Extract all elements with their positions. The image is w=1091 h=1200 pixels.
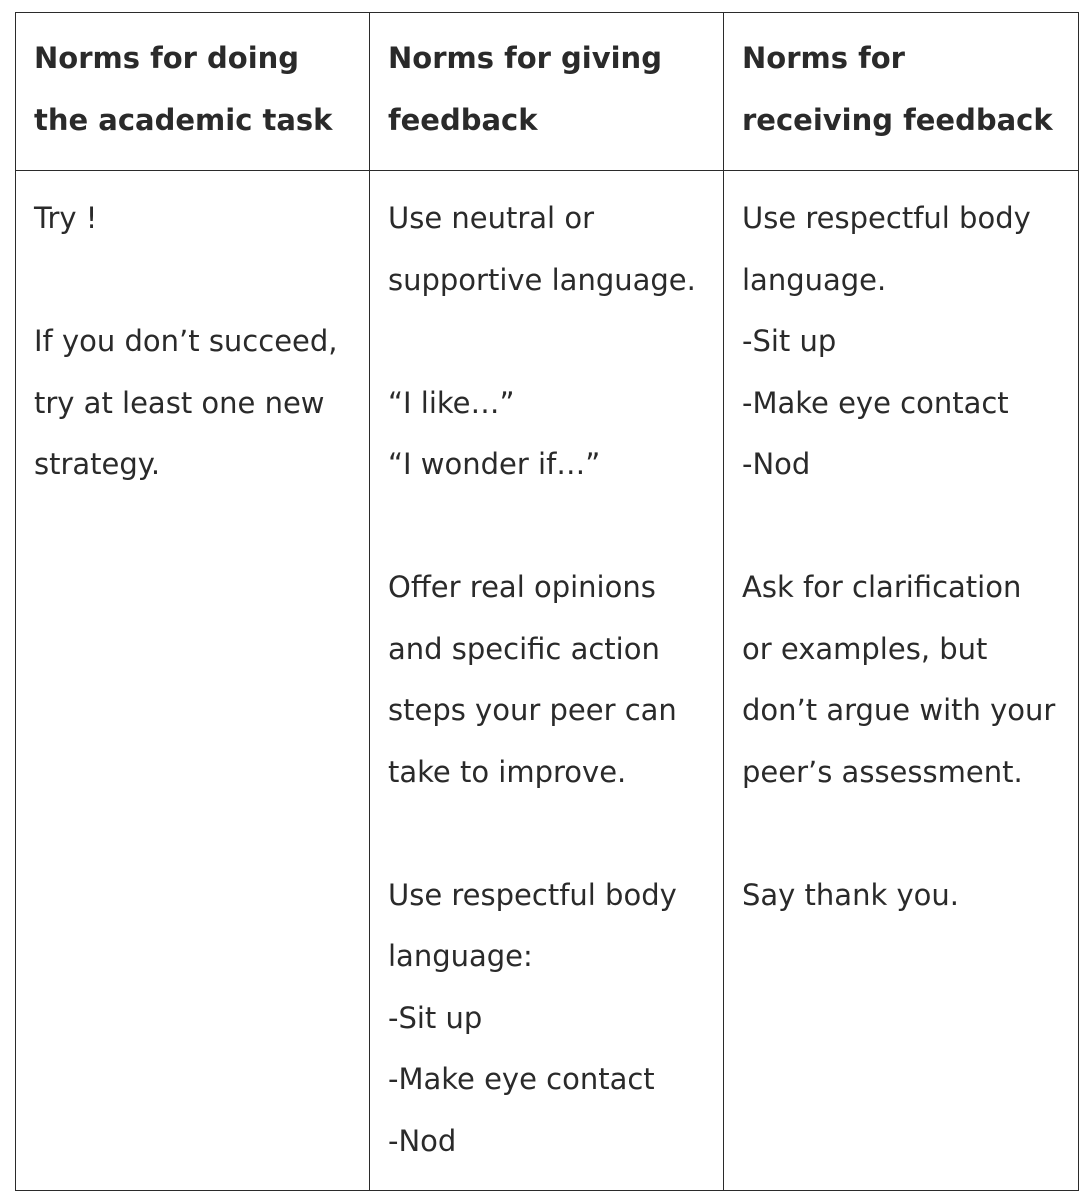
header-academic-task: Norms for doing the academic task <box>16 13 370 171</box>
giving-feedback-line: Use respectful body language: <box>388 877 687 973</box>
spacer-line <box>388 803 705 865</box>
norms-table <box>15 12 1079 1191</box>
receiving-feedback-line: -Nod <box>742 447 811 481</box>
spacer-line <box>34 250 351 312</box>
giving-feedback-line: -Make eye contact <box>388 1062 655 1096</box>
academic-task-line: Try ! <box>34 201 98 235</box>
giving-feedback-line: -Sit up <box>388 1000 483 1035</box>
spacer-line <box>742 496 1060 558</box>
cell-giving-feedback <box>370 171 724 1191</box>
giving-feedback-line: “I wonder if…” <box>388 447 601 481</box>
giving-feedback-line: Offer real opinions and specific action steps your peer can take to improve. <box>388 570 687 789</box>
spacer-line <box>388 311 705 373</box>
receiving-feedback-line: Use respectful body language. <box>742 201 1041 297</box>
header-row <box>16 13 1079 171</box>
spacer-line <box>388 496 705 558</box>
receiving-feedback-line: -Make eye contact <box>742 385 1009 420</box>
receiving-feedback-line: Say thank you. <box>742 877 959 912</box>
giving-feedback-line: Use neutral or supportive language. <box>388 201 696 297</box>
giving-feedback-line: “I like…” <box>388 385 515 420</box>
receiving-feedback-line: Ask for clarification or examples, but don’t argue with your peer’s assessment. <box>742 570 1065 789</box>
cell-academic-task <box>16 171 370 1191</box>
cell-receiving-feedback <box>724 171 1079 1191</box>
header-giving-feedback: Norms for giving feedback <box>370 13 724 171</box>
spacer-line <box>742 803 1060 865</box>
header-receiving-feedback: Norms for receiving feedback <box>724 13 1079 171</box>
receiving-feedback-line: -Sit up <box>742 324 837 358</box>
academic-task-line: If you don’t succeed, try at least one new strategy. <box>34 324 347 481</box>
giving-feedback-line: -Nod <box>388 1123 457 1158</box>
body-row <box>16 171 1079 1191</box>
